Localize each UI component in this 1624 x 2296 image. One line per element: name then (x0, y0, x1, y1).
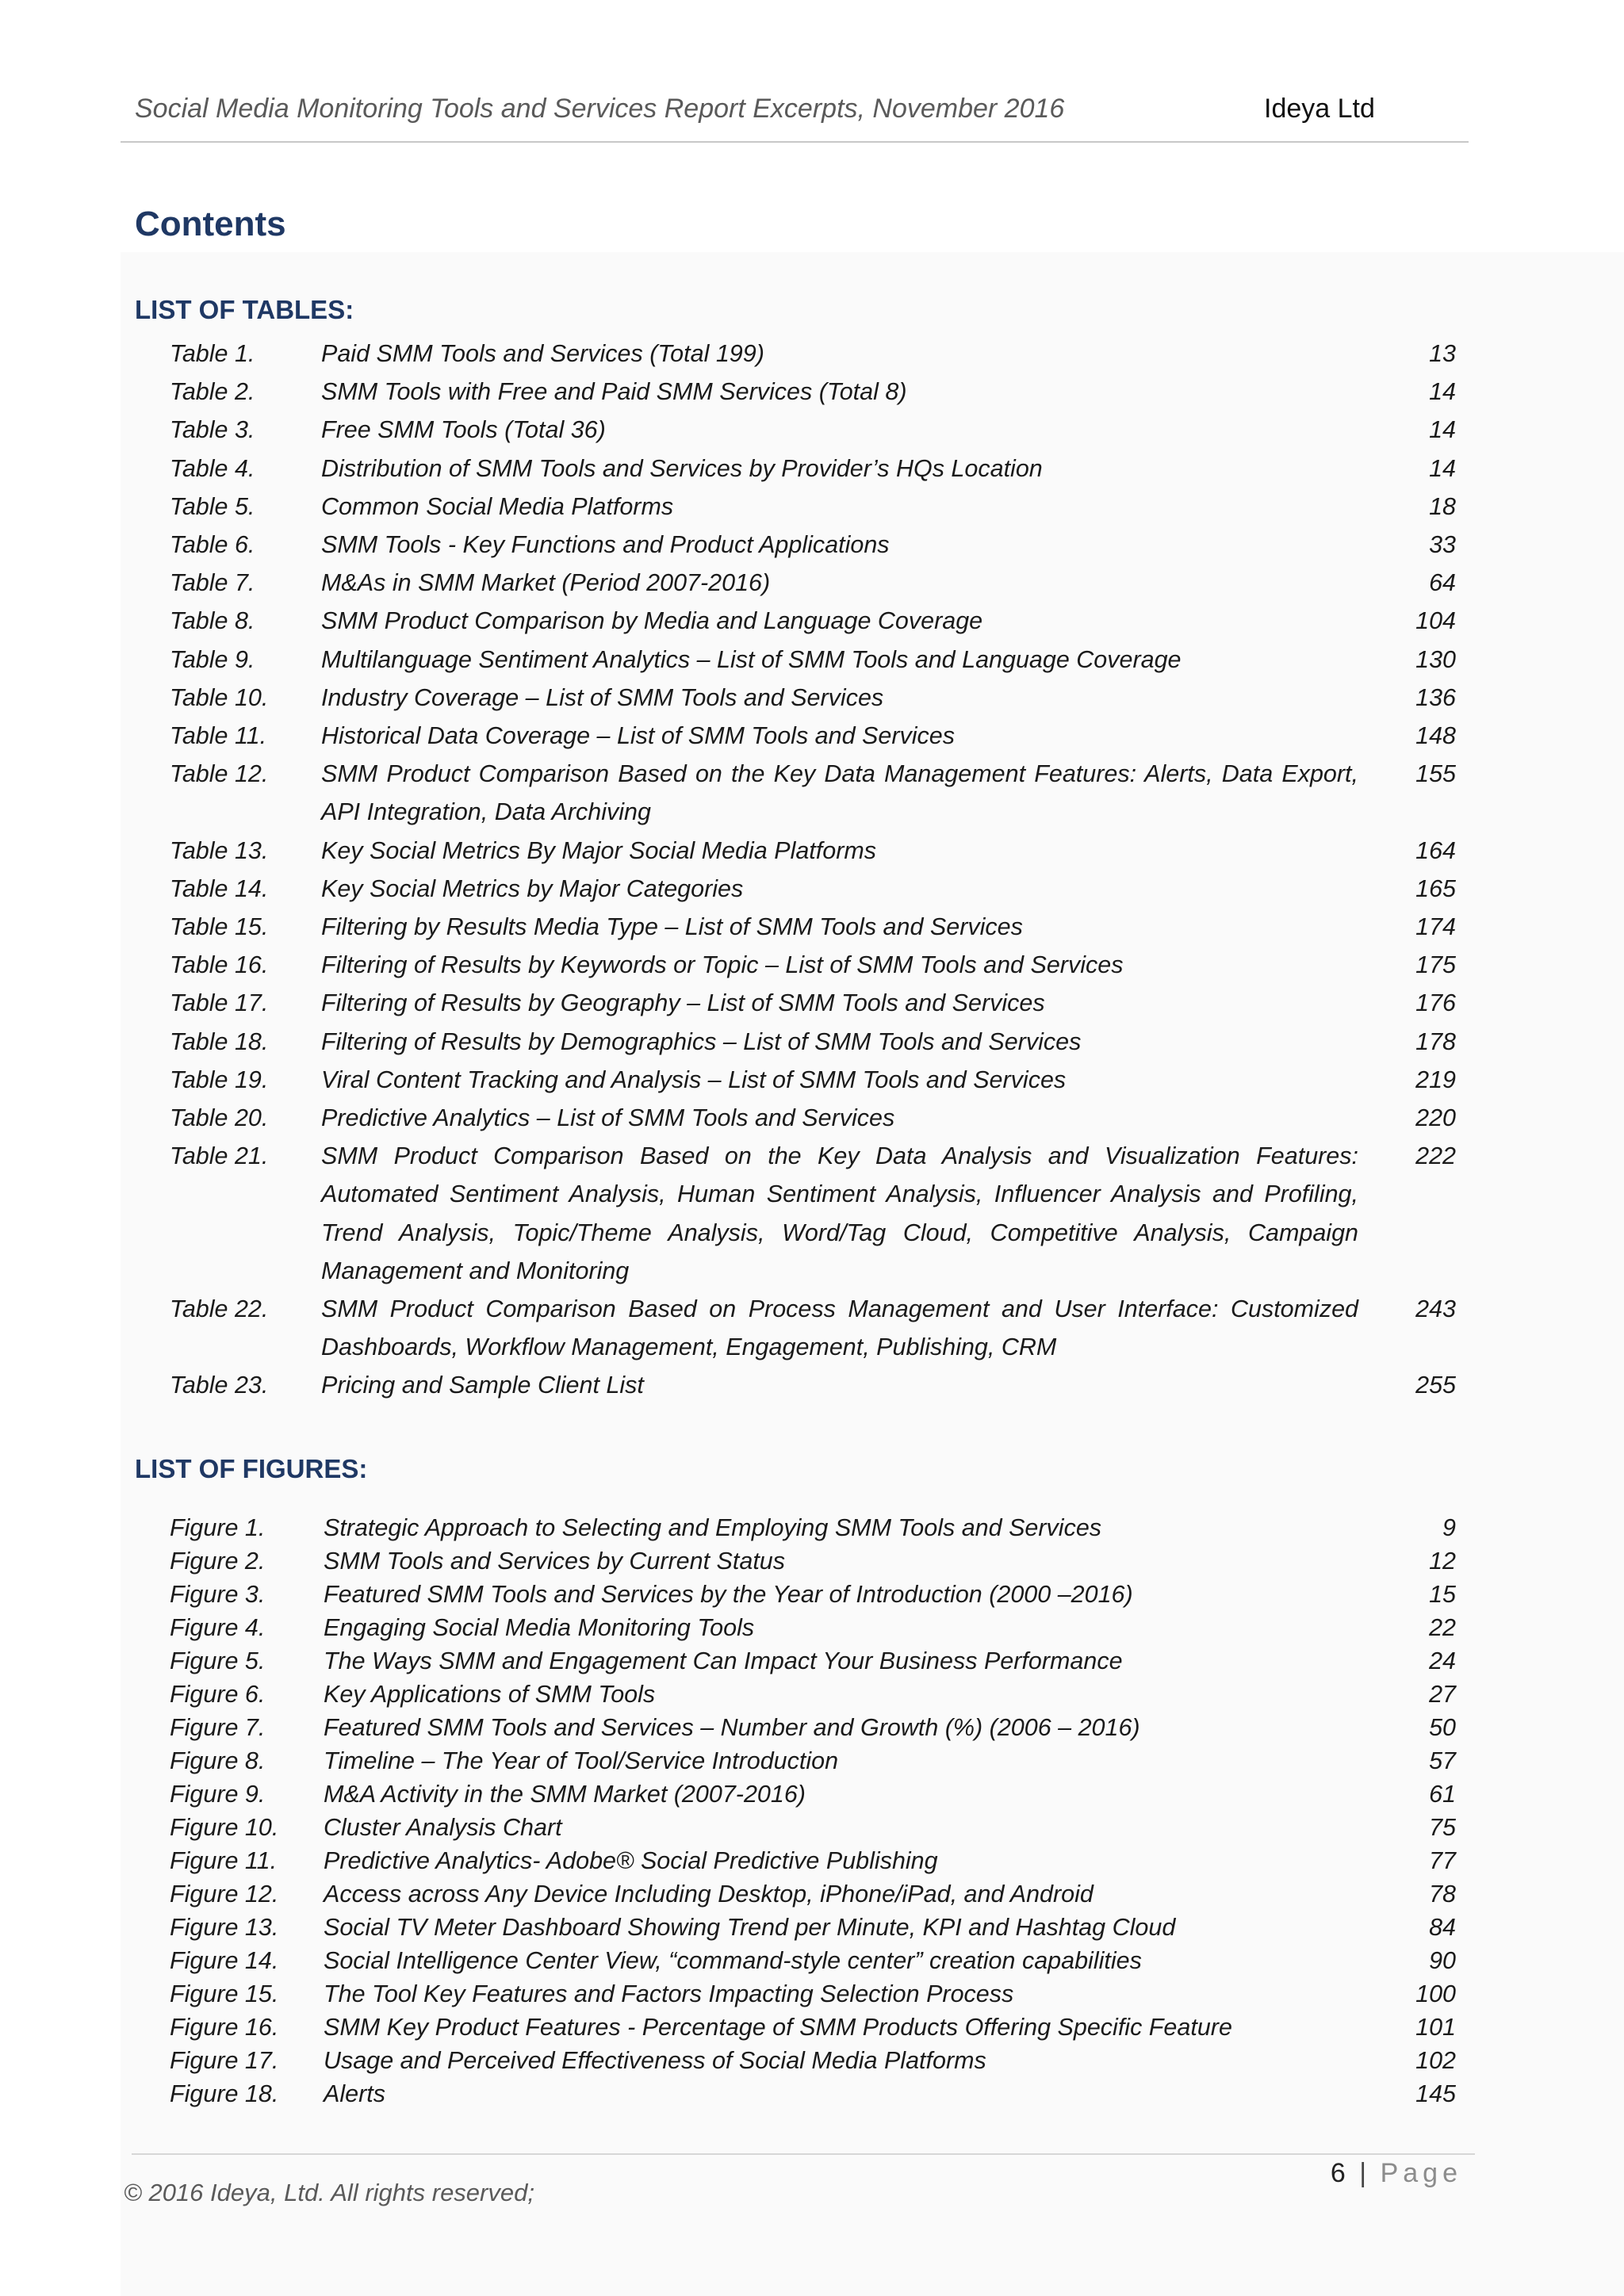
entry-title: Common Social Media Platforms (321, 492, 674, 520)
entry-label: Table 20. (170, 1104, 269, 1132)
figure-entry[interactable] (0, 2044, 1624, 2077)
entry-title: Cluster Analysis Chart (324, 1814, 562, 1841)
entry-title: Predictive Analytics – List of SMM Tools and Services (321, 1104, 895, 1132)
entry-page-number: 9 (1442, 1514, 1456, 1541)
table-entry[interactable] (0, 1061, 1624, 1099)
entry-label: Figure 17. (170, 2047, 279, 2074)
entry-label: Figure 12. (170, 1881, 279, 1908)
entry-title: Key Social Metrics by Major Categories (321, 874, 744, 902)
table-entry[interactable] (0, 526, 1624, 564)
entry-label: Table 16. (170, 951, 269, 979)
entry-title: Industry Coverage – List of SMM Tools and Services (321, 683, 884, 711)
entry-page-number: 101 (1415, 2014, 1456, 2041)
table-entry[interactable] (0, 870, 1624, 908)
table-entry[interactable] (0, 1290, 1624, 1366)
entry-title: SMM Product Comparison by Media and Language Coverage (321, 607, 983, 635)
table-entry[interactable] (0, 755, 1624, 831)
entry-title: The Ways SMM and Engagement Can Impact Your Business Performance (324, 1647, 1123, 1674)
table-entry[interactable] (0, 832, 1624, 870)
entry-page-number: 15 (1429, 1581, 1456, 1608)
entry-page-number: 78 (1429, 1881, 1456, 1908)
entry-label: Table 14. (170, 874, 269, 902)
list-of-tables-heading: LIST OF TABLES: (135, 295, 354, 324)
entry-label: Figure 6. (170, 1681, 266, 1708)
entry-title: Viral Content Tracking and Analysis – List of SMM Tools and Services (321, 1066, 1067, 1093)
entry-page-number: 104 (1415, 607, 1456, 635)
entry-title: Distribution of SMM Tools and Services by Provider’s HQs Location (321, 454, 1043, 482)
entry-label: Figure 4. (170, 1614, 266, 1641)
entry-label: Table 5. (170, 492, 255, 520)
figure-entry[interactable] (0, 1611, 1624, 1644)
entry-page-number: 61 (1429, 1781, 1456, 1808)
table-entry[interactable] (0, 450, 1624, 488)
table-entry[interactable] (0, 908, 1624, 946)
entry-page-number: 145 (1415, 2080, 1456, 2107)
entry-page-number: 165 (1415, 874, 1456, 902)
header-divider (121, 141, 1469, 143)
entry-page-number: 176 (1415, 989, 1456, 1017)
page-word: Page (1380, 2158, 1462, 2188)
table-entry[interactable] (0, 1023, 1624, 1061)
figure-entry[interactable] (0, 1678, 1624, 1711)
table-entry[interactable] (0, 564, 1624, 602)
header-title: Social Media Monitoring Tools and Services Report Excerpts, November 2016 (135, 94, 1065, 124)
entry-title: SMM Product Comparison Based on the Key Data Analysis and Visualization Features: Automated Sentiment Analysis, Human Sentiment Analysis, Influencer Analysis and Profiling, Trend Analysis, Topic/Theme Analysis, Word/Tag Cloud, Competitive Analysis, Campaign Management and Monitoring (321, 1142, 1358, 1284)
entry-page-number: 130 (1415, 645, 1456, 673)
table-entry[interactable] (0, 488, 1624, 526)
entry-label: Figure 1. (170, 1514, 266, 1541)
figure-entry[interactable] (0, 1877, 1624, 1911)
entry-label: Figure 14. (170, 1947, 279, 1974)
entry-page-number: 148 (1415, 722, 1456, 750)
list-of-figures-heading: LIST OF FIGURES: (135, 1454, 368, 1483)
figure-entry[interactable] (0, 1578, 1624, 1611)
entry-title: SMM Product Comparison Based on Process Management and User Interface: Customized Dashboards, Workflow Management, Engagement, Publishing, CRM (321, 1295, 1358, 1361)
entry-label: Table 2. (170, 378, 255, 406)
entry-label: Table 3. (170, 416, 255, 444)
entry-page-number: 24 (1429, 1647, 1456, 1674)
table-entry[interactable] (0, 602, 1624, 640)
entry-page-number: 174 (1415, 913, 1456, 941)
entry-label: Table 7. (170, 569, 255, 597)
entry-title: Timeline – The Year of Tool/Service Introduction (324, 1747, 839, 1774)
entry-title: SMM Tools - Key Functions and Product Applications (321, 531, 890, 559)
entry-label: Table 22. (170, 1295, 269, 1323)
table-entry[interactable] (0, 679, 1624, 717)
entry-label: Figure 10. (170, 1814, 279, 1841)
entry-title: Featured SMM Tools and Services by the Year of Introduction (2000 –2016) (324, 1581, 1133, 1608)
figure-entry[interactable] (0, 1544, 1624, 1578)
entry-label: Table 18. (170, 1027, 269, 1055)
entry-label: Table 15. (170, 913, 269, 941)
entry-label: Table 10. (170, 683, 269, 711)
entry-label: Figure 7. (170, 1714, 266, 1741)
entry-page-number: 136 (1415, 683, 1456, 711)
entry-title: Strategic Approach to Selecting and Employing SMM Tools and Services (324, 1514, 1102, 1541)
figure-entry[interactable] (0, 1977, 1624, 2011)
entry-title: Key Social Metrics By Major Social Media Platforms (321, 836, 877, 864)
entry-page-number: 12 (1429, 1548, 1456, 1575)
entry-title: M&As in SMM Market (Period 2007-2016) (321, 569, 771, 597)
entry-label: Figure 9. (170, 1781, 266, 1808)
table-entry[interactable] (0, 373, 1624, 411)
entry-label: Table 19. (170, 1066, 269, 1093)
footer-divider (132, 2153, 1475, 2155)
table-entry[interactable] (0, 717, 1624, 755)
contents-heading: Contents (135, 205, 286, 243)
entry-label: Figure 15. (170, 1980, 279, 2007)
page-number: 6 (1330, 2158, 1346, 2188)
figure-entry[interactable] (0, 1744, 1624, 1777)
footer-copyright: © 2016 Ideya, Ltd. All rights reserved; (124, 2179, 534, 2206)
entry-page-number: 243 (1415, 1295, 1456, 1323)
entry-label: Table 13. (170, 836, 269, 864)
entry-page-number: 84 (1429, 1914, 1456, 1941)
entry-label: Table 9. (170, 645, 255, 673)
entry-page-number: 13 (1429, 340, 1456, 367)
table-entry[interactable] (0, 1366, 1624, 1404)
entry-title: Historical Data Coverage – List of SMM Tools and Services (321, 722, 955, 750)
entry-page-number: 219 (1415, 1066, 1456, 1093)
table-entry[interactable] (0, 1137, 1624, 1290)
entry-label: Table 17. (170, 989, 269, 1017)
entry-label: Figure 13. (170, 1914, 279, 1941)
entry-title: Access across Any Device Including Desktop, iPhone/iPad, and Android (324, 1881, 1094, 1908)
table-entry[interactable] (0, 411, 1624, 449)
table-entry[interactable] (0, 946, 1624, 984)
entry-page-number: 102 (1415, 2047, 1456, 2074)
figure-entry[interactable] (0, 1511, 1624, 1544)
entry-label: Figure 8. (170, 1747, 266, 1774)
entry-label: Table 11. (170, 722, 267, 750)
entry-page-number: 27 (1429, 1681, 1456, 1708)
entry-title: Filtering of Results by Demographics – List of SMM Tools and Services (321, 1027, 1082, 1055)
entry-page-number: 14 (1429, 454, 1456, 482)
entry-page-number: 77 (1429, 1847, 1456, 1874)
entry-title: Usage and Perceived Effectiveness of Social Media Platforms (324, 2047, 986, 2074)
entry-title: SMM Key Product Features - Percentage of SMM Products Offering Specific Feature (324, 2014, 1232, 2041)
footer-page-indicator (1331, 2158, 1462, 2189)
figure-entry[interactable] (0, 2011, 1624, 2044)
page-separator: | (1359, 2158, 1367, 2188)
entry-page-number: 175 (1415, 951, 1456, 979)
entry-label: Table 21. (170, 1142, 269, 1170)
entry-page-number: 75 (1429, 1814, 1456, 1841)
entry-title: Paid SMM Tools and Services (Total 199) (321, 340, 764, 367)
figure-entry[interactable] (0, 1911, 1624, 1944)
entry-label: Figure 5. (170, 1647, 266, 1674)
entry-label: Table 6. (170, 531, 255, 559)
entry-page-number: 18 (1429, 492, 1456, 520)
entry-page-number: 100 (1415, 1980, 1456, 2007)
table-entry[interactable] (0, 641, 1624, 679)
table-entry[interactable] (0, 984, 1624, 1022)
table-entry[interactable] (0, 1099, 1624, 1137)
entry-title: SMM Product Comparison Based on the Key Data Management Features: Alerts, Data Export, API Integration, Data Archiving (321, 760, 1358, 826)
entry-page-number: 164 (1415, 836, 1456, 864)
entry-page-number: 14 (1429, 416, 1456, 444)
figure-entry[interactable] (0, 2077, 1624, 2110)
figure-entry[interactable] (0, 1944, 1624, 1977)
entry-page-number: 33 (1429, 531, 1456, 559)
entry-page-number: 14 (1429, 378, 1456, 406)
entry-page-number: 64 (1429, 569, 1456, 597)
entry-title: Featured SMM Tools and Services – Number and Growth (%) (2006 – 2016) (324, 1714, 1140, 1741)
table-entry[interactable] (0, 335, 1624, 373)
entry-title: Filtering of Results by Geography – List of SMM Tools and Services (321, 989, 1045, 1017)
entry-page-number: 50 (1429, 1714, 1456, 1741)
entry-title: Engaging Social Media Monitoring Tools (324, 1614, 755, 1641)
entry-label: Table 4. (170, 454, 255, 482)
entry-title: Social TV Meter Dashboard Showing Trend per Minute, KPI and Hashtag Cloud (324, 1914, 1176, 1941)
entry-title: SMM Tools and Services by Current Status (324, 1548, 786, 1575)
entry-page-number: 222 (1415, 1142, 1456, 1170)
entry-title: SMM Tools with Free and Paid SMM Services (Total 8) (321, 378, 907, 406)
entry-page-number: 57 (1429, 1747, 1456, 1774)
entry-label: Table 8. (170, 607, 255, 635)
figure-entry[interactable] (0, 1711, 1624, 1744)
entry-title: The Tool Key Features and Factors Impacting Selection Process (324, 1980, 1014, 2007)
figure-entry[interactable] (0, 1644, 1624, 1678)
entry-label: Figure 3. (170, 1581, 266, 1608)
entry-title: Key Applications of SMM Tools (324, 1681, 656, 1708)
entry-title: Filtering by Results Media Type – List of SMM Tools and Services (321, 913, 1023, 941)
header-company: Ideya Ltd (1264, 94, 1375, 124)
entry-title: Pricing and Sample Client List (321, 1372, 644, 1399)
entry-title: Multilanguage Sentiment Analytics – List of SMM Tools and Language Coverage (321, 645, 1182, 673)
entry-title: Filtering of Results by Keywords or Topic – List of SMM Tools and Services (321, 951, 1124, 979)
figure-entry[interactable] (0, 1811, 1624, 1844)
entry-label: Table 12. (170, 760, 269, 788)
entry-page-number: 255 (1415, 1372, 1456, 1399)
entry-label: Table 23. (170, 1372, 269, 1399)
list-of-tables (0, 335, 1624, 1405)
entry-label: Figure 16. (170, 2014, 279, 2041)
entry-label: Table 1. (170, 340, 255, 367)
entry-title: Social Intelligence Center View, “command-style center” creation capabilities (324, 1947, 1142, 1974)
entry-page-number: 155 (1415, 760, 1456, 788)
entry-page-number: 220 (1415, 1104, 1456, 1132)
entry-page-number: 22 (1429, 1614, 1456, 1641)
entry-title: Free SMM Tools (Total 36) (321, 416, 606, 444)
entry-label: Figure 2. (170, 1548, 266, 1575)
figure-entry[interactable] (0, 1777, 1624, 1811)
entry-label: Figure 11. (170, 1847, 278, 1874)
entry-title: Predictive Analytics- Adobe® Social Predictive Publishing (324, 1847, 938, 1874)
entry-page-number: 90 (1429, 1947, 1456, 1974)
figure-entry[interactable] (0, 1844, 1624, 1877)
entry-label: Figure 18. (170, 2080, 279, 2107)
entry-page-number: 178 (1415, 1027, 1456, 1055)
entry-title: Alerts (324, 2080, 385, 2107)
entry-title: M&A Activity in the SMM Market (2007-2016) (324, 1781, 806, 1808)
list-of-figures (0, 1511, 1624, 2110)
